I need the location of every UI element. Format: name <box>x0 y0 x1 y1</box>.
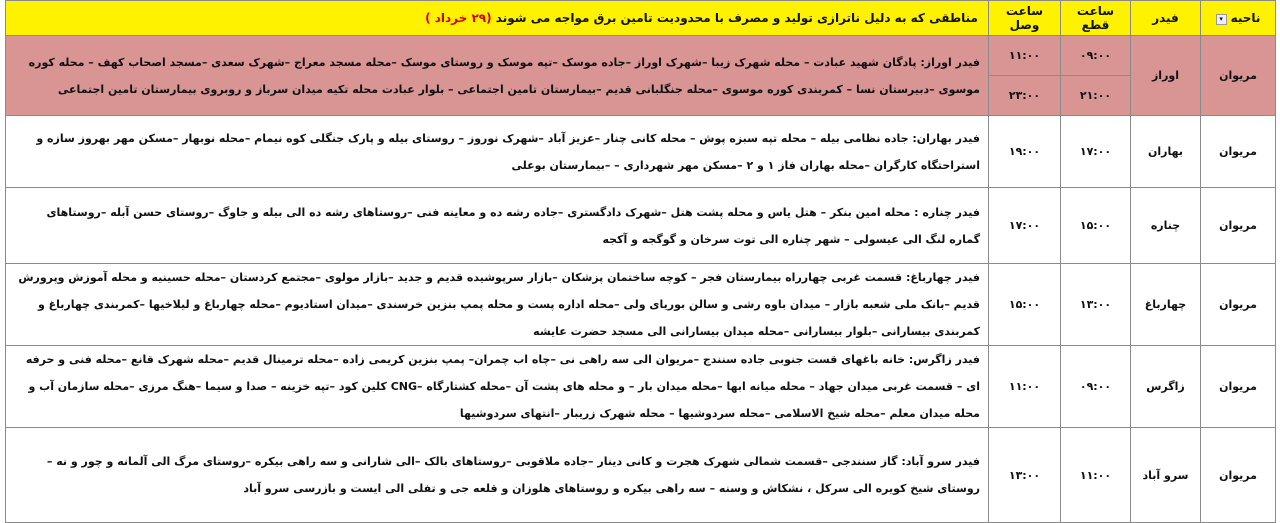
table-row <box>6 36 1276 76</box>
header-row <box>6 1 1276 36</box>
feeder-cell: سرو آباد <box>1131 428 1201 523</box>
cut-time-cell: ۰۹:۰۰ <box>1061 36 1131 76</box>
cut-time-cell: ۲۱:۰۰ <box>1061 76 1131 116</box>
connect-time-cell: ۱۹:۰۰ <box>989 116 1061 188</box>
feeder-cell: چهارباغ <box>1131 264 1201 346</box>
header-region[interactable]: ناحیه▾ <box>1201 1 1276 36</box>
header-cut-time: ساعت قطع <box>1061 1 1131 36</box>
region-cell: مریوان <box>1201 346 1276 428</box>
header-areas-title: مناطقی که به دلیل ناترازی تولید و مصرف با محدودیت تامین برق مواجه می شوند (۲۹ خرداد ) <box>6 1 989 36</box>
feeder-cell: بهاران <box>1131 116 1201 188</box>
table-row <box>6 188 1276 264</box>
areas-cell: فیدر چهارباغ: قسمت غربی چهارراه بیمارستان فجر – کوچه ساختمان پزشکان –بازار سرپوشیده قدیم و جدید –بازار مولوی –مجتمع کردستان –محله حسینیه و محله آموزش وپرورش قدیم –بانک ملی شعبه بازار – میدان باوه رشی و سالن بوریای ولی –محله اداره پست و محله پمپ بنزین خرسندی –میدان استادیوم –محله چهارباغ و لیلاخیها –کمربندی چهارباغ و کمربندی بیسارانی –بلوار بیسارانی –محله میدان بیسارانی الی مسجد حضرت عایشه <box>6 264 989 346</box>
table-row <box>6 116 1276 188</box>
header-connect-time: ساعت وصل <box>989 1 1061 36</box>
connect-time-cell: ۱۷:۰۰ <box>989 188 1061 264</box>
region-cell: مریوان <box>1201 36 1276 116</box>
connect-time-cell: ۱۳:۰۰ <box>989 428 1061 523</box>
areas-cell: فیدر سرو آباد: گاز سنندجی –قسمت شمالی شهرک هجرت و کانی دینار –جاده ملاقوبی –روستاهای بالک –الی شارانی و سه راهی بیکره –روستای مرگ الی آلمانه و چور و نه – روستای شیخ کویره الی سرکل ، نشکاش و وسنه – سه راهی بیکره و روستاهای هلوزان و قلعه جی و تفلی الی ایست و بازرسی سرو آباد <box>6 428 989 523</box>
header-date: (۲۹ خرداد ) <box>425 11 492 25</box>
table-row <box>6 428 1276 523</box>
feeder-cell: چناره <box>1131 188 1201 264</box>
filter-dropdown-icon[interactable]: ▾ <box>1216 14 1227 25</box>
areas-cell: فیدر چناره : محله امین بنکر – هتل یاس و محله پشت هتل –شهرک دادگستری –جاده رشه ده و معاینه فنی –روستاهای رشه ده الی بیله و جاوگ –روستای حسن آبله –روستاهای گماره لنگ الی عیسولی – شهر چناره الی توت سرخان و گوگجه و آکجه <box>6 188 989 264</box>
region-cell: مریوان <box>1201 116 1276 188</box>
cut-time-cell: ۰۹:۰۰ <box>1061 346 1131 428</box>
areas-cell: فیدر بهاران: جاده نظامی بیله – محله تپه سبزه پوش – محله کانی چنار –عزیز آباد –شهرک نوروز – روستای بیله و پارک جنگلی کوه نیمام –محله نوبهار –مسکن مهر بهروز سازه و استراحتگاه کارگران –محله بهاران فاز ۱ و ۲ –مسکن مهر شهرداری – –بیمارستان بوعلی <box>6 116 989 188</box>
table-row <box>6 346 1276 428</box>
areas-cell: فیدر زاگرس: خانه باغهای قست جنوبی جاده سنندج –مریوان الی سه راهی نی –چاه اب چمران– پمپ بنزین کریمی زاده –محله ترمینال قدیم –محله شهرک قانع –محله فنی و حرفه ای – قسمت غربی میدان جهاد – محله میانه ابها –محله میدان بار – و محله های پشت آن –محله کشتارگاه –CNG کلین کود –تپه خزینه – صدا و سیما –هنگ مرزی –محله سازمان آب و محله میدان معلم –محله شیخ الاسلامی –محله سردوشیها – محله شهرک زریبار –انتهای سردوشیها <box>6 346 989 428</box>
feeder-cell: اوراز <box>1131 36 1201 116</box>
cut-time-cell: ۱۵:۰۰ <box>1061 188 1131 264</box>
power-outage-schedule-table <box>5 0 1276 523</box>
region-cell: مریوان <box>1201 188 1276 264</box>
region-cell: مریوان <box>1201 264 1276 346</box>
table-row <box>6 264 1276 346</box>
areas-cell: فیدر اوراز: پادگان شهید عبادت – محله شهرک زیبا –شهرک اوراز –جاده موسک –تپه موسک و روستای موسک –محله مسجد معراج –شهرک سعدی –مسجد اصحاب کهف – محله کوره موسوی –دبیرستان نسا – کمربندی کوره موسوی –محله جنگلبانی قدیم –بیمارستان تامین اجتماعی – بلوار عبادت محله تکیه میدان سرباز و روبروی بیمارستان تامین اجتماعی <box>6 36 989 116</box>
connect-time-cell: ۱۱:۰۰ <box>989 36 1061 76</box>
connect-time-cell: ۲۳:۰۰ <box>989 76 1061 116</box>
connect-time-cell: ۱۵:۰۰ <box>989 264 1061 346</box>
feeder-cell: زاگرس <box>1131 346 1201 428</box>
connect-time-cell: ۱۱:۰۰ <box>989 346 1061 428</box>
cut-time-cell: ۱۷:۰۰ <box>1061 116 1131 188</box>
cut-time-cell: ۱۱:۰۰ <box>1061 428 1131 523</box>
header-feeder: فیدر <box>1131 1 1201 36</box>
region-cell: مریوان <box>1201 428 1276 523</box>
cut-time-cell: ۱۳:۰۰ <box>1061 264 1131 346</box>
